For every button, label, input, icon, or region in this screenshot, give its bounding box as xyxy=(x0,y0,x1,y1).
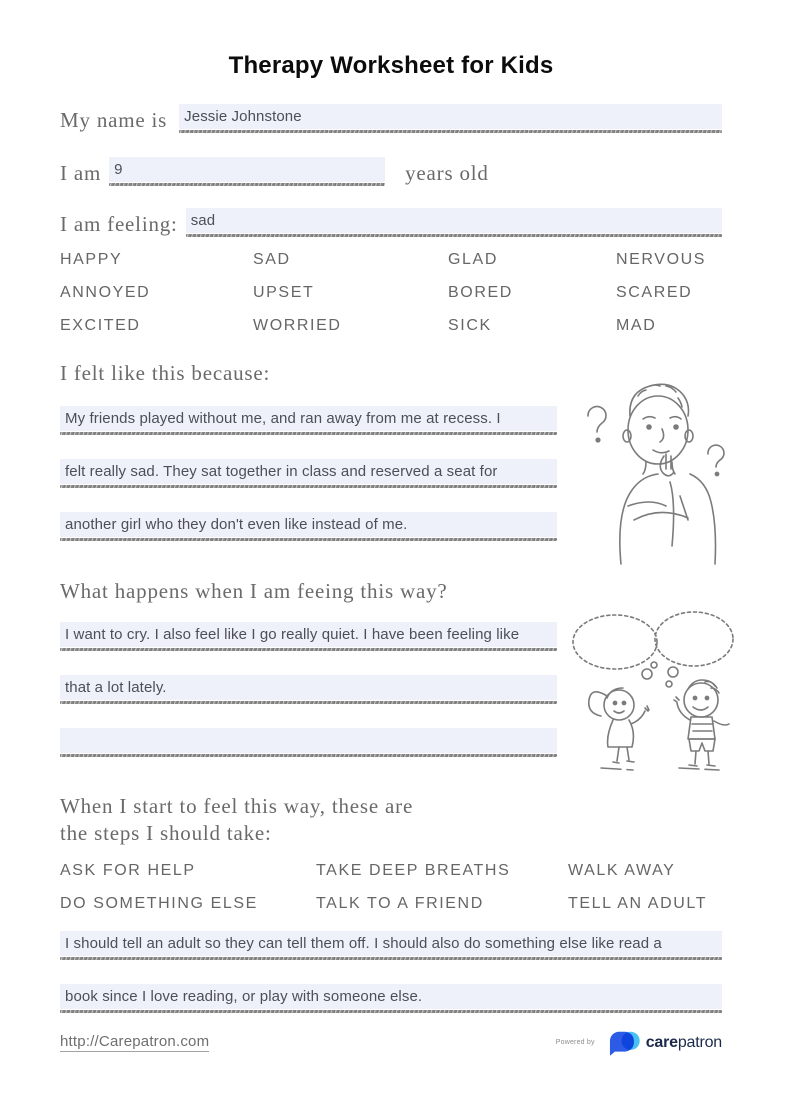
emotion-option: SICK xyxy=(448,317,492,334)
emotion-option: SAD xyxy=(253,251,291,268)
footer xyxy=(60,1028,722,1057)
step-option: DO SOMETHING ELSE xyxy=(60,894,258,912)
step-option: WALK AWAY xyxy=(568,861,676,879)
age-label: I am xyxy=(60,161,102,185)
because-heading: I felt like this because: xyxy=(60,361,271,385)
step-option: ASK FOR HELP xyxy=(60,861,196,879)
because-line-3[interactable] xyxy=(60,512,557,541)
age-suffix-label: years old xyxy=(405,161,489,185)
steps-section xyxy=(60,793,722,1013)
carepatron-logo-text xyxy=(646,1034,722,1052)
because-line-1[interactable] xyxy=(60,406,557,435)
emotion-option: GLAD xyxy=(448,251,498,268)
emotion-options-grid xyxy=(60,251,722,335)
steps-options-grid xyxy=(60,862,722,913)
step-option: TAKE DEEP BREATHS xyxy=(316,861,511,879)
emotion-option: BORED xyxy=(448,284,513,301)
emotion-option: EXCITED xyxy=(60,317,141,334)
name-field[interactable] xyxy=(179,104,722,133)
feeling-value: sad xyxy=(190,212,216,229)
emotion-option: ANNOYED xyxy=(60,284,151,301)
age-field[interactable] xyxy=(109,157,385,186)
page-title: Therapy Worksheet for Kids xyxy=(228,52,554,79)
emotion-option: HAPPY xyxy=(60,251,123,268)
emotion-option: NERVOUS xyxy=(616,251,707,268)
because-line-2-value: felt really sad. They sat together in class and reserved a seat for xyxy=(65,463,498,480)
age-value: 9 xyxy=(114,161,123,178)
what-happens-line-1[interactable] xyxy=(60,622,557,651)
emotion-option: UPSET xyxy=(253,284,315,301)
brand-bold-part: care xyxy=(645,1033,678,1051)
steps-line-1[interactable] xyxy=(60,931,722,960)
feeling-row xyxy=(60,208,722,237)
because-line-2[interactable] xyxy=(60,459,557,488)
steps-heading-line-2: the steps I should take: xyxy=(60,821,272,846)
thinking-boy-illustration xyxy=(576,374,734,566)
powered-by-label: Powered by xyxy=(555,1039,595,1046)
feeling-label: I am feeling: xyxy=(60,212,178,236)
steps-line-1-value: I should tell an adult so they can tell them off. I should also do something else like read a xyxy=(65,934,662,952)
what-happens-line-3[interactable] xyxy=(60,728,557,757)
step-option: TALK TO A FRIEND xyxy=(316,894,484,912)
name-row xyxy=(60,104,722,133)
brand-regular-part: patron xyxy=(677,1033,722,1051)
what-happens-line-2-value: that a lot lately. xyxy=(65,679,167,696)
carepatron-logo-icon xyxy=(605,1028,643,1057)
steps-line-2-value: book since I love reading, or play with someone else. xyxy=(65,987,423,1005)
what-happens-line-1-value: I want to cry. I also feel like I go really quiet. I have been feeling like xyxy=(65,626,520,643)
emotion-option: MAD xyxy=(616,317,657,334)
what-happens-heading: What happens when I am feeing this way? xyxy=(60,579,448,603)
steps-line-2[interactable] xyxy=(60,984,722,1013)
name-value: Jessie Johnstone xyxy=(184,108,302,125)
name-label: My name is xyxy=(60,108,168,132)
what-happens-line-2[interactable] xyxy=(60,675,557,704)
emotion-option: WORRIED xyxy=(253,317,342,334)
step-option: TELL AN ADULT xyxy=(568,894,708,912)
emotion-option: SCARED xyxy=(616,284,693,301)
carepatron-link[interactable]: http://Carepatron.com xyxy=(60,1033,210,1050)
feeling-field[interactable] xyxy=(186,208,722,237)
because-line-1-value: My friends played without me, and ran away from me at recess. I xyxy=(65,410,501,427)
kids-with-thought-bubbles-illustration xyxy=(561,608,753,774)
age-row xyxy=(60,157,722,186)
steps-heading-line-1: When I start to feel this way, these are xyxy=(60,794,414,818)
because-line-3-value: another girl who they don't even like instead of me. xyxy=(65,516,408,533)
carepatron-brand xyxy=(556,1028,722,1057)
